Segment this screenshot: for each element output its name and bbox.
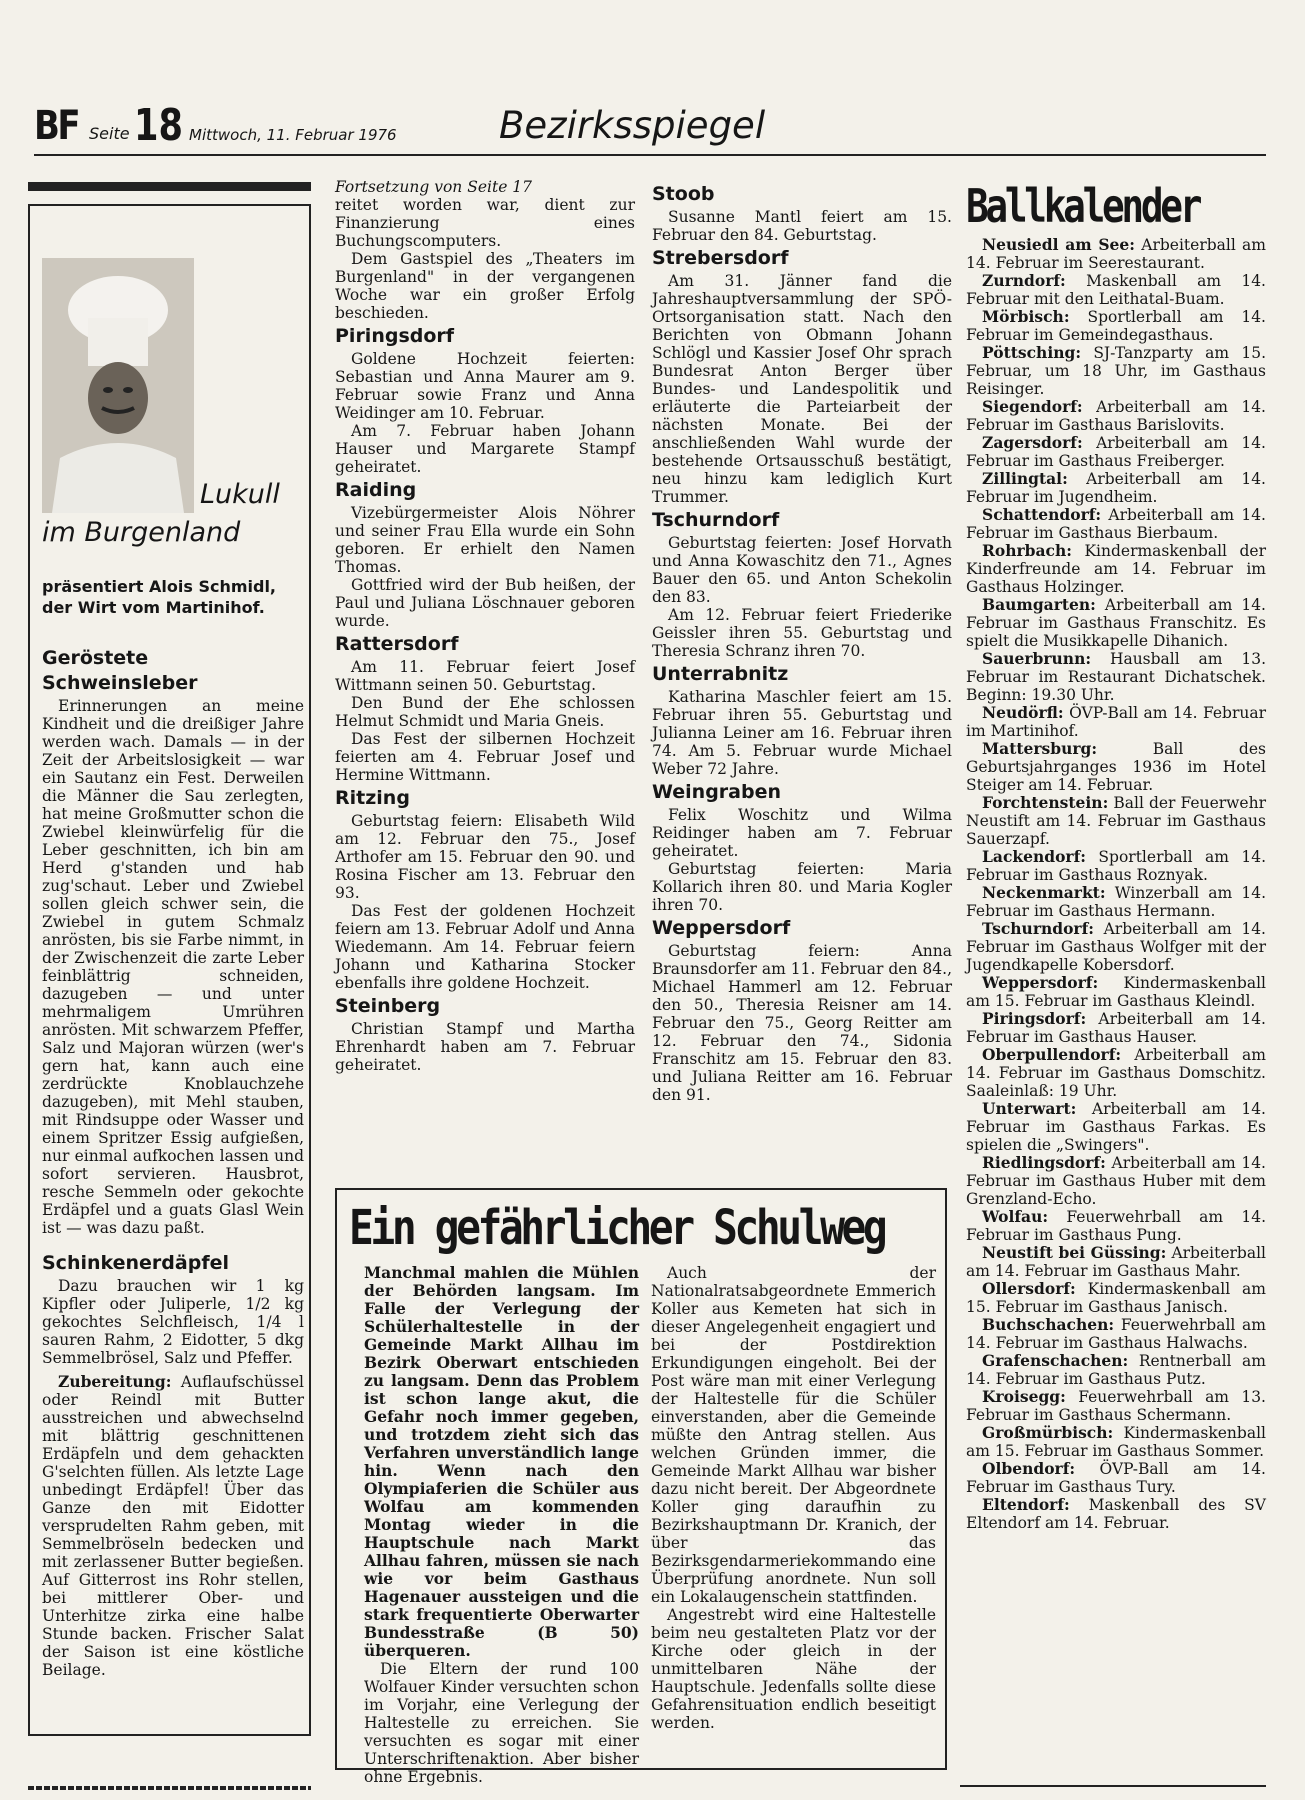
ball-details: Kindermaskenball am 15. Februar im Gasthaus Janisch. — [966, 1280, 1266, 1316]
ball-place: Zurndorf: — [982, 271, 1066, 290]
ball-entry — [966, 1316, 1266, 1352]
ball-details: Kindermaskenball am 15. Februar im Gasthaus Sommer. — [966, 1424, 1266, 1460]
schulweg-column-2 — [651, 1264, 936, 1732]
ball-place: Eltendorf: — [982, 1495, 1070, 1514]
article-text: Geburtstag feiern: Anna Braunsdorfer am 11. Februar den 84., Michael Hammerl am 12. Februar den 50., Theresia Reisner am 14. Februar den 75., Georg Reitter am 12. Februar den 74., Sidonia Franschitz am 15. Februar den 83. und Juliana Reitter am 16. Februar den 91. — [652, 942, 952, 1104]
article-text: Christian Stampf und Martha Ehrenhardt haben am 7. Februar geheiratet. — [335, 1020, 635, 1074]
ball-details: Feuerwehrball am 14. Februar im Gasthaus Pung. — [966, 1208, 1266, 1244]
page-label: Seite — [89, 124, 130, 143]
ball-entry — [966, 470, 1266, 506]
place-heading: Stoob — [652, 183, 715, 205]
ball-details: Maskenball des SV Eltendorf am 14. Februar. — [966, 1496, 1266, 1532]
ball-place: Baumgarten: — [982, 595, 1096, 614]
article-text: Angestrebt wird eine Haltestelle beim neu gestalteten Platz vor der Kirche oder gleich in der unmittelbaren Nähe der Hauptschule. Jedenfalls sollte diese Gefahrensituation endlich beseitigt werden. — [651, 1606, 936, 1732]
chef-portrait-icon — [42, 258, 194, 513]
page-header — [34, 100, 1264, 150]
article-text: Das Fest der goldenen Hochzeit feiern am 13. Februar Adolf und Anna Wiedemann. Am 14. Februar feiern Johann und Katharina Stocker ebenfalls ihre goldene Hochzeit. — [335, 902, 635, 992]
ballkalender-title: Ballkalender — [966, 179, 1200, 233]
preparation-text: Auflaufschüssel oder Reindl mit Butter ausstreichen und abwechselnd mit blättrig geschnittenen Erdäpfeln und dem gehackten G'selchten füllen. Als letzte Lage unbedingt Erdäpfel! Über das Ganze den mit Eidotter versprudelten Rahm geben, mit Semmelbröseln bedecken und mit zerlassener Butter begießen. Auf Gitterrost ins Rohr stellen, bei mittlerer Ober- und Unterhitze zirka eine halbe Stunde backen. Frischer Salat der Saison ist eine köstliche Beilage. — [42, 1373, 304, 1679]
article-text: Geburtstag feierten: Maria Kollarich ihren 80. und Maria Kogler ihren 70. — [652, 860, 952, 914]
ball-entry — [966, 1208, 1266, 1244]
ball-place: Neudörfl: — [982, 703, 1064, 722]
recipe-text: Erinnerungen an meine Kindheit und die dreißiger Jahre werden wach. Damals — in der Zeit der Arbeitslosigkeit — war ein Sautanz ein Fest. Derweilen die Männer die Sau zerlegten, hat meine Großmutter schon die Zwiebel kleinwürfelig für die Leber geschnitten, ich bin am Herd g'standen und hab zug'schaut. Leber und Zwiebel sollen gleich schwer sein, die Zwiebel in gutem Schmalz anrösten, bis sie Farbe nimmt, in der Zwischenzeit die zarte Leber feinblättrig schneiden, dazugeben — und unter mehrmaligem Umrühren anrösten. Mit schwarzem Pfeffer, Salz und Majoran würzen (wer's gern hat, kann auch eine zerdrückte Knoblauchzehe dazugeben), mit Mehl stauben, mit Rindsuppe oder Wasser und einem Spritzer Essig aufgießen, nur einmal aufkochen lassen und sofort servieren. Hausbrot, resche Semmeln oder gekochte Erdäpfel und a guats Glasl Wein ist — was dazu paßt. — [42, 697, 304, 1237]
schulweg-lead — [364, 1264, 639, 1660]
issue-date: Mittwoch, 11. Februar 1976 — [189, 126, 397, 144]
ball-entry — [966, 650, 1266, 704]
schulweg-article — [335, 1188, 947, 1786]
article-text: Gottfried wird der Bub heißen, der Paul und Juliana Löschnauer geboren wurde. — [335, 576, 635, 630]
place-heading: Strebersdorf — [652, 247, 789, 269]
ball-place: Buchschachen: — [982, 1315, 1115, 1334]
ball-details: Feuerwehrball am 14. Februar im Gasthaus Halwachs. — [966, 1316, 1266, 1352]
place-heading: Unterrabnitz — [652, 663, 789, 685]
ball-entry — [966, 848, 1266, 884]
schulweg-column-1 — [364, 1264, 639, 1786]
ball-entry — [966, 596, 1266, 650]
ball-place: Riedlingsdorf: — [982, 1153, 1106, 1172]
chef-photo — [42, 258, 194, 513]
article-text: Auch der Nationalratsabgeordnete Emmerich Koller aus Kemeten hat sich in dieser Angelegenheit engagiert und bei der Postdirektion Erkundigungen eingeholt. Bei der Post wäre man mit einer Verlegung der Haltestelle für die Schüler einverstanden, aber die Gemeinde müßte den Antrag stellen. Aus welchen Gründen immer, die Gemeinde Markt Allhau war bisher dazu nicht bereit. Der Abgeordnete Koller ging daraufhin zu Bezirkshauptmann Dr. Kranich, der über das Bezirksgendarmeriekommando eine Überprüfung anordnete. Nun soll ein Lokalaugenschein stattfinden. — [651, 1264, 936, 1606]
ball-entry — [966, 704, 1266, 740]
ball-entry — [966, 884, 1266, 920]
ball-details: Ball des Geburtsjahrganges 1936 im Hotel Steiger am 14. Februar. — [966, 740, 1266, 794]
ball-entry — [966, 236, 1266, 272]
ball-details: SJ-Tanzparty am 15. Februar, um 18 Uhr, im Gasthaus Reisinger. — [966, 344, 1266, 398]
ball-entry — [966, 1352, 1266, 1388]
ball-details: Arbeiterball am 14. Februar im Gasthaus Huber mit dem Grenzland-Echo. — [966, 1154, 1266, 1208]
article-text: Am 7. Februar haben Johann Hauser und Margarete Stampf geheiratet. — [335, 422, 635, 476]
ball-place: Piringsdorf: — [982, 1009, 1087, 1028]
page-number: 18 — [134, 100, 183, 151]
place-heading: Steinberg — [335, 995, 441, 1017]
ball-place: Rohrbach: — [982, 541, 1072, 560]
article-text: Susanne Mantl feiert am 15. Februar den 84. Geburtstag. — [652, 208, 952, 244]
place-heading: Tschurndorf — [652, 509, 780, 531]
ball-place: Großmürbisch: — [982, 1423, 1114, 1442]
ball-details: Rentnerball am 14. Februar im Gasthaus Putz. — [966, 1352, 1266, 1388]
ball-entry — [966, 1280, 1266, 1316]
article-text: reitet worden war, dient zur Finanzierung eines Buchungscomputers. — [335, 196, 635, 250]
ball-place: Lackendorf: — [982, 847, 1086, 866]
ball-entry — [966, 794, 1266, 848]
ball-details: Arbeiterball am 14. Februar im Jugendheim. — [966, 470, 1266, 506]
ball-details: Arbeiterball am 14. Februar im Gasthaus Franschitz. Es spielt die Musikkapelle Dihanich. — [966, 596, 1266, 650]
article-text: Vizebürgermeister Alois Nöhrer und seiner Frau Ella wurde ein Sohn geboren. Er erhielt den Namen Thomas. — [335, 504, 635, 576]
ball-entry — [966, 434, 1266, 470]
recipe-preparation — [42, 1373, 304, 1679]
ball-place: Kroisegg: — [982, 1387, 1066, 1406]
article-text: Geburtstag feiern: Elisabeth Wild am 12. Februar den 75., Josef Arthofer am 15. Februar den 90. und Rosina Fischer am 13. Februar den 93. — [335, 812, 635, 902]
ball-place: Neusiedl am See: — [982, 235, 1136, 254]
ball-details: Arbeiterball am 14. Februar im Gasthaus Bierbaum. — [966, 506, 1266, 542]
ball-place: Mörbisch: — [982, 307, 1070, 326]
ball-entry — [966, 344, 1266, 398]
ball-details: Arbeiterball am 14. Februar im Gasthaus Farkas. Es spielen die „Swingers". — [966, 1100, 1266, 1154]
ball-entry — [966, 1244, 1266, 1280]
ball-entry — [966, 920, 1266, 974]
ball-entry — [966, 740, 1266, 794]
ball-details: Arbeiterball am 14. Februar im Gasthaus Freiberger. — [966, 434, 1266, 470]
ball-details: Kindermaskenball am 15. Februar im Gasthaus Kleindl. — [966, 974, 1266, 1010]
schulweg-headline: Ein gefährlicher Schulweg — [349, 1200, 885, 1256]
preparation-label: Zubereitung: — [58, 1372, 172, 1391]
section-title: Bezirksspiegel — [499, 104, 766, 147]
ball-entry — [966, 398, 1266, 434]
ball-details: ÖVP-Ball am 14. Februar im Martinihof. — [966, 704, 1266, 740]
schulweg-lead-text: Manchmal mahlen die Mühlen der Behörden langsam. Im Falle der Verlegung der Schülerhaltestelle in der Gemeinde Markt Allhau im Bezirk Oberwart entschieden zu langsam. Denn das Problem ist schon lange akut, die Gefahr noch immer gegeben, und trotzdem zieht sich das Verfahren unverständlich lange hin. Wenn nach den Olympiaferien die Schüler aus Wolfau am kommenden Montag wieder in die Hauptschule nach Markt Allhau fahren, müssen sie nach wie vor beim Gasthaus Hagenauer aussteigen und die stark frequentierte Oberwarter Bundesstraße (B 50) überqueren. — [364, 1263, 639, 1660]
ball-entry — [966, 1046, 1266, 1100]
ball-entry — [966, 542, 1266, 596]
page-bottom-rule — [960, 1785, 1266, 1787]
ballkalender-column — [966, 178, 1266, 1532]
ball-entry — [966, 974, 1266, 1010]
continued-note: Fortsetzung von Seite 17 — [335, 178, 533, 196]
article-text: Am 12. Februar feiert Friederike Geissler ihren 55. Geburtstag und Theresia Schranz ihren 70. — [652, 606, 952, 660]
place-heading: Weppersdorf — [652, 917, 791, 939]
ball-place: Siegendorf: — [982, 397, 1083, 416]
article-text: Goldene Hochzeit feierten: Sebastian und Anna Maurer am 9. Februar sowie Franz und Anna Weidinger am 10. Februar. — [335, 350, 635, 422]
recipe-title: Geröstete Schweinsleber — [42, 647, 198, 694]
place-heading: Rattersdorf — [335, 633, 459, 655]
place-heading: Piringsdorf — [335, 325, 455, 347]
ball-entry — [966, 1460, 1266, 1496]
ball-entry — [966, 1496, 1266, 1532]
lukull-intro: präsentiert Alois Schmidl, der Wirt vom Martinihof. — [42, 577, 277, 617]
local-news-column-1 — [335, 178, 635, 1074]
article-text: Geburtstag feierten: Josef Horvath und Anna Kowaschitz den 71., Agnes Bauer den 65. und Anton Schekolin den 83. — [652, 534, 952, 606]
place-heading: Raiding — [335, 479, 417, 501]
ball-details: Arbeiterball am 14. Februar im Gasthaus Barislovits. — [966, 398, 1266, 434]
ball-details: ÖVP-Ball am 14. Februar im Gasthaus Tury. — [966, 1460, 1266, 1496]
recipe-title: Schinkenerdäpfel — [42, 1252, 229, 1274]
ball-place: Weppersdorf: — [982, 973, 1099, 992]
ball-place: Neustift bei Güssing: — [982, 1243, 1167, 1262]
recipe-text: Dazu brauchen wir 1 kg Kipfler oder Juliperle, 1/2 kg gekochtes Selchfleisch, 1/4 l sauren Rahm, 2 Eidotter, 5 dkg Semmelbrösel, Salz und Pfeffer. — [42, 1277, 304, 1367]
ball-details: Winzerball am 14. Februar im Gasthaus Hermann. — [966, 884, 1266, 920]
place-heading: Weingraben — [652, 781, 782, 803]
ball-place: Zagersdorf: — [982, 433, 1083, 452]
ball-entry — [966, 1154, 1266, 1208]
ball-place: Neckenmarkt: — [982, 883, 1106, 902]
ball-place: Mattersburg: — [982, 739, 1098, 758]
ball-entry — [966, 1424, 1266, 1460]
ball-entry — [966, 1100, 1266, 1154]
ball-entry — [966, 272, 1266, 308]
ball-details: Ball der Feuerwehr Neustift am 14. Februar im Gasthaus Sauerzapf. — [966, 794, 1266, 848]
newspaper-logo: BF — [34, 103, 79, 149]
ball-details: Hausball am 13. Februar im Restaurant Dichatschek. Beginn: 19.30 Uhr. — [966, 650, 1266, 704]
header-rule — [34, 154, 1266, 156]
article-text: Katharina Maschler feiert am 15. Februar ihren 55. Geburtstag und Julianna Leiner am 16. Februar ihren 74. Am 5. Februar wurde Michael Weber 72 Jahre. — [652, 688, 952, 778]
ball-place: Oberpullendorf: — [982, 1045, 1122, 1064]
article-text: Den Bund der Ehe schlossen Helmut Schmidt und Maria Gneis. — [335, 694, 635, 730]
lukull-recipes — [42, 644, 304, 1679]
ball-entry — [966, 506, 1266, 542]
ball-details: Arbeiterball am 14. Februar im Gasthaus Hauser. — [966, 1010, 1266, 1046]
lukull-caption-line2: im Burgenland — [42, 517, 241, 548]
article-text: Am 31. Jänner fand die Jahreshauptversammlung der SPÖ-Ortsorganisation statt. Nach den Berichten von Obmann Johann Schlögl und Kassier Josef Ohr sprach Bundesrat Anton Berger über Bundes- und Landespolitik und erläuterte die Parteiarbeit der nächsten Monate. Bei der anschließenden Wahl wurde der bestehende Ortsausschuß bestätigt, neu hinzu kam lediglich Kurt Trummer. — [652, 272, 952, 506]
ball-entry — [966, 308, 1266, 344]
ballkalender-list — [966, 236, 1266, 1532]
ball-details: Kindermaskenball der Kinderfreunde am 14. Februar im Gasthaus Holzinger. — [966, 542, 1266, 596]
article-text: Die Eltern der rund 100 Wolfauer Kinder versuchten schon im Vorjahr, eine Verlegung der Haltestelle zu erreichen. Sie versuchten es sogar mit einer Unterschriftenaktion. Aber bisher ohne Ergebnis. — [364, 1660, 639, 1786]
ball-place: Ollersdorf: — [982, 1279, 1076, 1298]
ball-details: Arbeiterball am 14. Februar im Gasthaus Domschitz. Saaleinlaß: 19 Uhr. — [966, 1046, 1266, 1100]
article-text: Dem Gastspiel des „Theaters im Burgenland" in der vergangenen Woche war ein großer Erfolg beschieden. — [335, 250, 635, 322]
ball-details: Arbeiterball am 14. Februar im Seerestaurant. — [966, 236, 1266, 272]
ball-place: Grafenschachen: — [982, 1351, 1129, 1370]
ball-place: Zillingtal: — [982, 469, 1068, 488]
lukull-column — [28, 182, 311, 1790]
column-top-bar — [28, 182, 311, 191]
ball-details: Maskenball am 14. Februar mit den Leithatal-Buam. — [966, 272, 1266, 308]
lukull-caption-line1: Lukull — [200, 479, 280, 510]
article-text: Das Fest der silbernen Hochzeit feierten am 4. Februar Josef und Hermine Wittmann. — [335, 730, 635, 784]
article-text: Felix Woschitz und Wilma Reidinger haben am 7. Februar geheiratet. — [652, 806, 952, 860]
ball-place: Forchtenstein: — [982, 793, 1109, 812]
article-text: Am 11. Februar feiert Josef Wittmann seinen 50. Geburtstag. — [335, 658, 635, 694]
ball-details: Feuerwehrball am 13. Februar im Gasthaus Schermann. — [966, 1388, 1266, 1424]
ball-entry — [966, 1010, 1266, 1046]
column-bottom-bar — [28, 1786, 311, 1790]
ball-place: Tschurndorf: — [982, 919, 1094, 938]
ball-details: Sportlerball am 14. Februar im Gemeindegasthaus. — [966, 308, 1266, 344]
local-news-column-2 — [652, 180, 952, 1104]
ball-place: Schattendorf: — [982, 505, 1102, 524]
ball-entry — [966, 1388, 1266, 1424]
lukull-frame — [28, 204, 311, 1736]
ball-place: Olbendorf: — [982, 1459, 1076, 1478]
ball-place: Sauerbrunn: — [982, 649, 1092, 668]
place-heading: Ritzing — [335, 787, 410, 809]
ball-details: Arbeiterball am 14. Februar im Gasthaus Mahr. — [966, 1244, 1266, 1280]
ball-details: Arbeiterball am 14. Februar im Gasthaus Wolfger mit der Jugendkapelle Kobersdorf. — [966, 920, 1266, 974]
ball-place: Unterwart: — [982, 1099, 1077, 1118]
ball-details: Sportlerball am 14. Februar im Gasthaus Roznyak. — [966, 848, 1266, 884]
ball-place: Pöttsching: — [982, 343, 1082, 362]
ball-place: Wolfau: — [982, 1207, 1049, 1226]
